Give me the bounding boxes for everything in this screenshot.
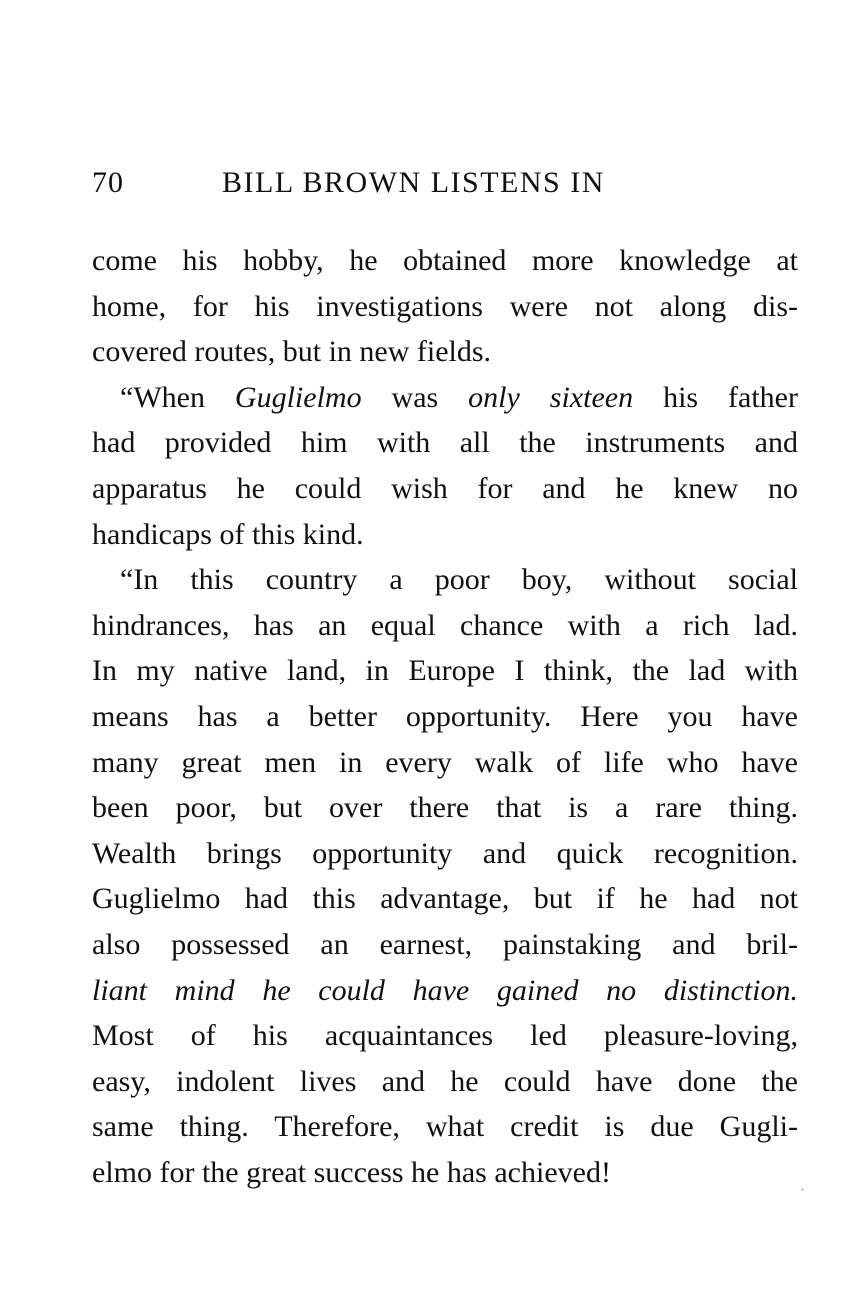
text-line: Guglielmo had this advantage, but if he had not <box>92 882 798 916</box>
text-line <box>92 375 798 421</box>
running-head <box>92 166 802 206</box>
text-line-italic: liant mind he could have gained no distinction. <box>92 973 798 1007</box>
text-line: Wealth brings opportunity and quick recognition. <box>92 836 798 870</box>
italic-span: only sixteen <box>468 380 634 414</box>
text-line: been poor, but over there that is a rare thing. <box>92 791 798 825</box>
text-line: Most of his acquaintances led pleasure-loving, <box>92 1019 798 1053</box>
text-line: many great men in every walk of life who have <box>92 745 798 779</box>
text-line: easy, indolent lives and he could have done the <box>92 1064 798 1098</box>
text-line: had provided him with all the instruments and <box>92 426 798 460</box>
text-line: “In this country a poor boy, without social <box>120 563 798 597</box>
running-title: BILL BROWN LISTENS IN <box>222 166 605 199</box>
text-line: hindrances, has an equal chance with a rich lad. <box>92 608 798 642</box>
text-line: In my native land, in Europe I think, the lad with <box>92 654 798 688</box>
text-line: apparatus he could wish for and he knew no <box>92 471 798 505</box>
text-span: was <box>361 380 469 414</box>
text-line: handicaps of this kind. <box>92 517 364 551</box>
body-text <box>92 238 798 1195</box>
text-line: also possessed an earnest, painstaking and bril- <box>92 927 798 961</box>
text-line: elmo for the great success he has achieved! <box>92 1155 611 1189</box>
italic-span: Guglielmo <box>234 380 362 414</box>
text-span: “When <box>120 380 235 414</box>
stray-ink-mark: ˏ <box>801 1180 805 1191</box>
text-line: come his hobby, he obtained more knowledge at <box>92 244 798 277</box>
page-number: 70 <box>92 166 124 199</box>
text-span: his father <box>633 380 798 414</box>
text-line: means has a better opportunity. Here you have <box>92 699 798 733</box>
text-line: same thing. Therefore, what credit is due Gugli- <box>92 1110 798 1144</box>
text-line: home, for his investigations were not along dis- <box>92 289 798 323</box>
text-line: covered routes, but in new fields. <box>92 335 492 369</box>
